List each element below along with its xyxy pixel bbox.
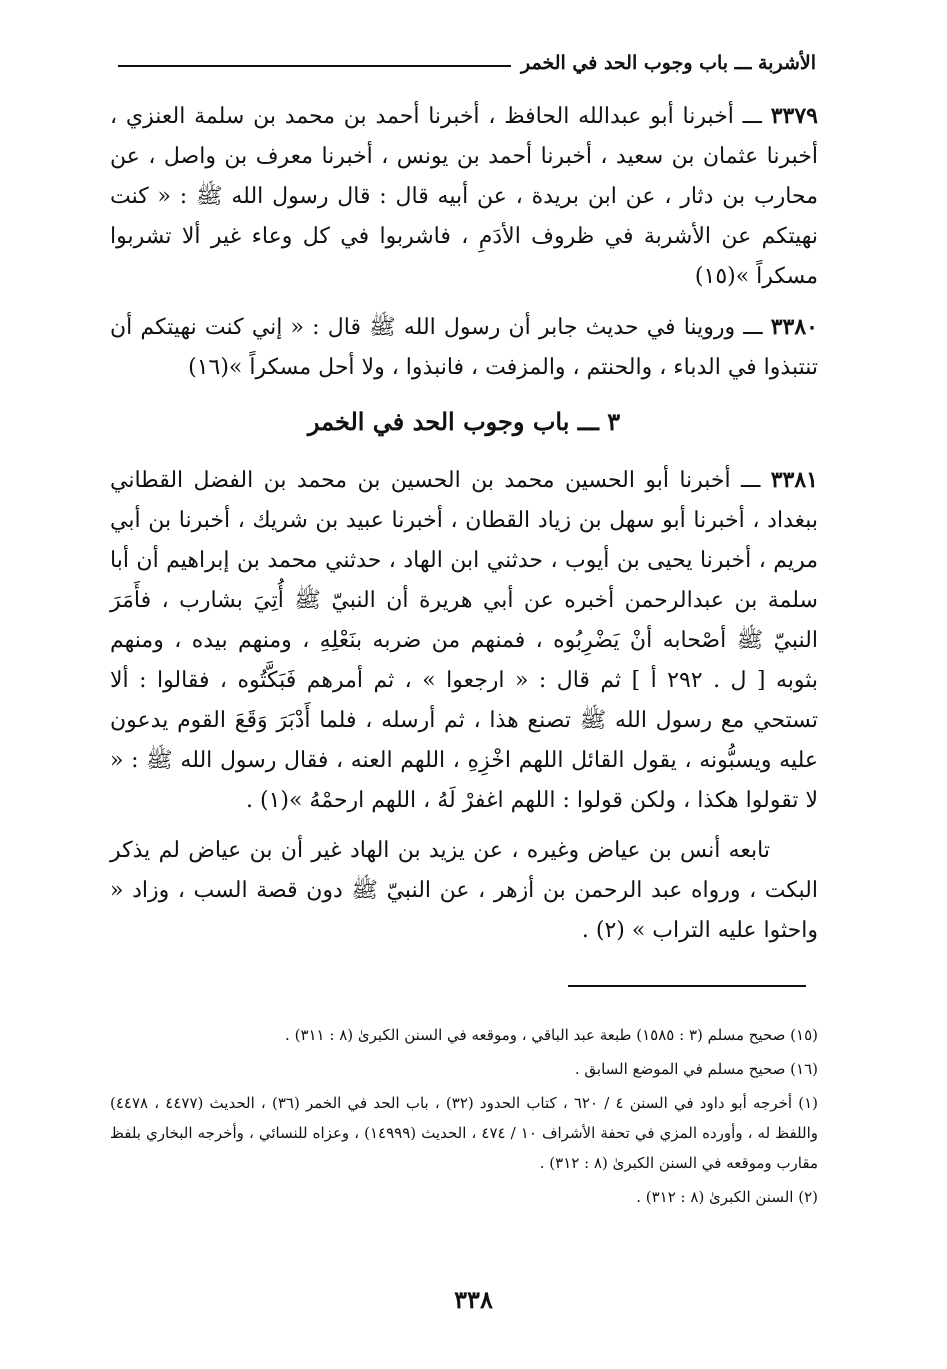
hadith-3380 (110, 307, 818, 388)
hadith-text: ـــ أخبرنا أبو الحسين محمد بن الحسين بن محمد بن الفضل القطاني ببغداد ، أخبرنا أبو سهل بن زياد القطان ، أخبرنا عبيد بن شريك ، أخبرنا بن أبي مريم ، أخبرنا يحيى بن أيوب ، حدثني ابن الهاد ، حدثني محمد بن إبراهيم أن أبا سلمة بن عبدالرحمن أخبره عن أبي هريرة أن النبيّ ﷺ أُتِيَ بشارب ، فأَمَرَ النبيّ ﷺ أصْحابه أنْ يَضْرِبُوه ، فمنهم من ضربه بنَعْلِهِ ، ومنهم بيده ، ومنهم بثوبه [ ل . ٢٩٢ أ ] ثم قال : « ارجعوا » ، ثم أمرهم فَبَكَّتُوه ، فقالوا : ألا تستحي مع رسول الله ﷺ تصنع هذا ، ثم أرسله ، فلما أَدْبَرَ وَقَعَ القوم يدعون عليه ويسبُّونه ، يقول القائل اللهم اخْزِهِ ، اللهم العنه ، فقال رسول الله ﷺ : « لا تقولوا هكذا ، ولكن قولوا : اللهم اغفرْ لَهُ ، اللهم ارحمْهُ »(١) . (110, 468, 818, 813)
header-rule (118, 65, 511, 67)
section-heading: ٣ ـــ باب وجوب الحد في الخمر (307, 407, 621, 436)
follow-up-paragraph: تابعه أنس بن عياض وغيره ، عن يزيد بن الهاد غير أن بن عياض لم يذكر البكت ، ورواه عبد الرحمن بن أزهر ، عن النبيّ ﷺ دون قصة السب ، وزاد « واحثوا عليه التراب » (٢) . (110, 838, 818, 943)
footnote-2: (٢) السنن الكبرىٰ (٨ : ٣١٢) . (636, 1188, 818, 1206)
hadith-3381 (110, 460, 818, 821)
header-title: الأشربة ـــ باب وجوب الحد في الخمر (521, 52, 816, 74)
hadith-number: ٣٣٨١ (770, 467, 818, 493)
footnote-15: (١٥) صحيح مسلم (٣ : ١٥٨٥) طبعة عبد الباقي ، وموقعه في السنن الكبرىٰ (٨ : ٣١١) . (285, 1026, 818, 1044)
footnote-1: (١) أخرجه أبو داود في السنن ٤ / ٦٢٠ ، كتاب الحدود (٣٢) ، باب الحد في الخمر (٣٦) ، الحديث (٤٤٧٧ ، ٤٤٧٨) واللفظ له ، وأورده المزي في تحفة الأشراف ١٠ / ٤٧٤ ، الحديث (١٤٩٩٩) ، وعزاه للنسائي ، وأخرجه البخاري بلفظ مقارب وموقعه في السنن الكبرىٰ (٨ : ٣١٢) . (110, 1094, 819, 1172)
footnote-separator (568, 985, 806, 987)
footnotes (110, 1020, 818, 1216)
hadith-3379 (110, 96, 818, 297)
main-text (110, 96, 818, 961)
hadith-text: ـــ أخبرنا أبو عبدالله الحافظ ، أخبرنا أحمد بن محمد بن سلمة العنزي ، أخبرنا عثمان بن سعيد ، أخبرنا أحمد بن يونس ، أخبرنا معرف بن واصل ، عن محارب بن دثار ، عن ابن بريدة ، عن أبيه قال : قال رسول الله ﷺ : « كنت نهيتكم عن الأشربة في ظروف الأدَمِ ، فاشربوا في كل وعاء غير ألا تشربوا مسكراً »(١٥) (110, 104, 818, 289)
running-header (118, 52, 816, 74)
hadith-text: ـــ وروينا في حديث جابر أن رسول الله ﷺ قال : « إني كنت نهيتكم أن تنتبذوا في الدباء ، والحنتم ، والمزفت ، فانبذوا ، ولا أحل مسكراً »(١٦) (110, 315, 818, 380)
page-number: ٣٣٨ (454, 1285, 493, 1314)
hadith-number: ٣٣٨٠ (770, 314, 818, 340)
hadith-number: ٣٣٧٩ (770, 103, 818, 129)
footnote-16: (١٦) صحيح مسلم في الموضع السابق . (574, 1060, 818, 1078)
